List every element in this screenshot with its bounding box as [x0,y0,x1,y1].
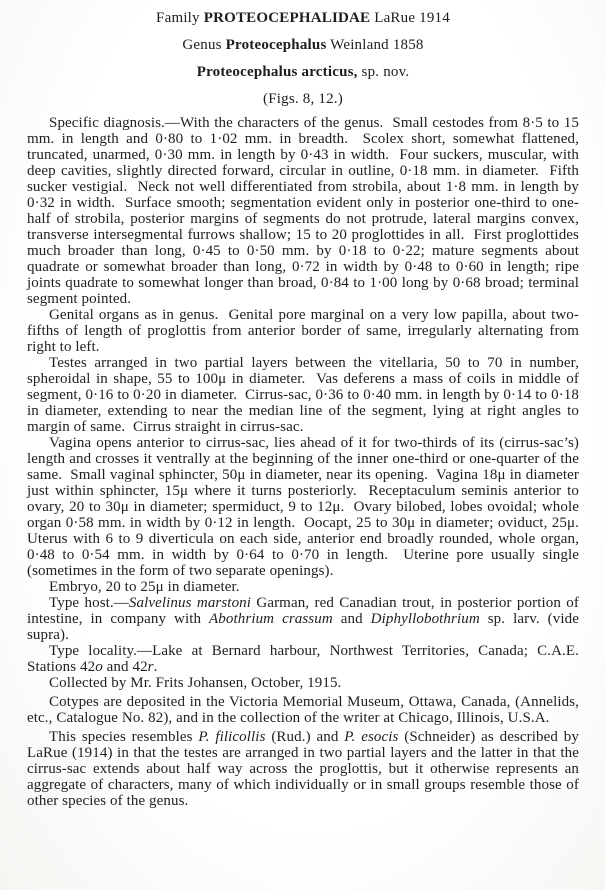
text-run: and 42 [102,659,148,675]
italic-text-run: Diphyllobothrium [370,611,480,627]
para-type-host [27,595,583,643]
italic-text-run: Abothrium crassum [209,611,333,627]
text-run: Testes arranged in two partial layers between the vitellaria, 50 to 70 in number, spheroidal in shape, 55 to 100μ in diameter. Vas deferens a mass of coils in middle of segment, 0·16 to 0·20 in diameter. Cirrus-sac, 0·36 to 0·40 mm. in length by 0·14 to 0·18 in diameter, extending to near the median line of the segment, lying at right angles to margin of same. Cirrus straight in cirrus-sac. [27,355,583,435]
text-run: Weinland 1858 [326,37,424,53]
text-run: sp. larv. (vide supra). [27,611,583,643]
text-run: . [153,659,158,675]
para-embryo [27,579,579,595]
text-run: Cotypes are deposited in the Victoria Memorial Museum, Ottawa, Canada, (Annelids, etc., Catalogue No. 82), and in the collection of the writer at Chicago, Illinois, U.S.A. [27,694,583,726]
text-run: Type locality.—Lake at Bernard harbour, Northwest Territories, Canada; C.A.E. Stations 42 [27,643,583,675]
text-run: Embryo, 20 to 25μ in diameter. [49,579,240,595]
text-run: (Rud.) and [265,729,345,745]
para-vagina [27,435,583,579]
body-paragraphs [27,115,583,809]
text-run: Garman, red Canadian trout, in posterior portion of intestine, in company with [27,595,583,627]
para-comparison [27,729,583,809]
text-run: Type host.— [49,595,129,611]
text-run: Family [156,10,204,26]
bold-text-run: Proteocephalus arcticus, [196,64,358,80]
figs-line [27,90,579,109]
species-line [27,63,579,82]
text-run: This species resembles [49,729,199,745]
text-run: sp. nov. [357,64,410,80]
para-type-locality [27,643,583,675]
text-run: Genus [182,37,226,53]
italic-text-run: Salvelinus marstoni [128,595,252,611]
para-collected [27,675,579,691]
para-testes [27,355,583,435]
italic-text-run: P. filicollis [198,729,266,745]
text-run: (Schneider) as described by LaRue (1914) in that the testes are arranged in two partial layers and the latter in that the cirrus-sac extends about half way across the proglottis, but it otherwise represents an aggregate of characters, many of which individually or in small groups resemble those of other species of the genus. [27,729,583,809]
text-run: Vagina opens anterior to cirrus-sac, lies ahead of it for two-thirds of its (cirrus-sac’s) length and crosses it ventrally at the beginning of the inner one-third or one-quarter of the same. Small vaginal sphincter, 50μ in diameter, near its opening. Vagina 18μ in diameter just within sphincter, 15μ where it turns posteriorly. Receptaculum seminis anterior to ovary, 20 to 30μ in diameter; spermiduct, 9 to 12μ. Ovary bilobed, lobes ovoidal; whole organ 0·58 mm. in width by 0·12 in length. Oocapt, 25 to 30μ in diameter; oviduct, 25μ. Uterus with 6 to 9 diverticula on each side, anterior end broadly rounded, whole organ, 0·48 to 0·54 mm. in width by 0·64 to 0·70 in length. Uterine pore usually single (sometimes in the form of two separate openings). [27,435,583,579]
para-specific-diagnosis [27,115,583,307]
text-run: and [332,611,371,627]
bold-text-run: PROTEOCEPHALIDAE [203,10,371,26]
text-run: (Figs. 8, 12.) [263,91,343,107]
para-cotypes [27,694,583,726]
italic-text-run: r [147,659,154,675]
italic-text-run: o [95,659,103,675]
genus-line [27,36,579,55]
taxon-header [27,9,579,109]
family-line [27,9,579,28]
text-run: Genital organs as in genus. Genital pore marginal on a very low papilla, about two-fifths of length of proglottis from anterior border of same, irregularly alternating from right to left. [27,307,583,355]
text-run: LaRue 1914 [370,10,450,26]
text-run: Specific diagnosis.—With the characters of the genus. Small cestodes from 8·5 to 15 mm. in length and 0·80 to 1·02 mm. in breadth. Scolex short, somewhat flattened, truncated, unarmed, 0·30 mm. in length by 0·43 in width. Four suckers, muscular, with deep cavities, slightly directed forward, circular in outline, 0·18 mm. in diameter. Fifth sucker vestigial. Neck not well differentiated from strobila, about 1·8 mm. in length by 0·32 in width. Surface smooth; segmentation evident only in posterior one-third to one-half of strobila, posterior margins of segments do not protrude, lateral margins convex, transverse intersegmental furrows shallow; 15 to 20 proglottides in all. First proglottides much broader than long, 0·45 to 0·50 mm. by 0·18 to 0·22; mature segments about quadrate or somewhat broader than long, 0·72 in width by 0·48 to 0·60 in length; ripe joints quadrate to somewhat longer than broad, 0·84 to 1·00 long by 0·68 broad; terminal segment pointed. [27,115,583,307]
bold-text-run: Proteocephalus [225,37,327,53]
para-genital-organs [27,307,583,355]
italic-text-run: P. esocis [344,729,399,745]
text-run: Collected by Mr. Frits Johansen, October, 1915. [49,675,342,691]
